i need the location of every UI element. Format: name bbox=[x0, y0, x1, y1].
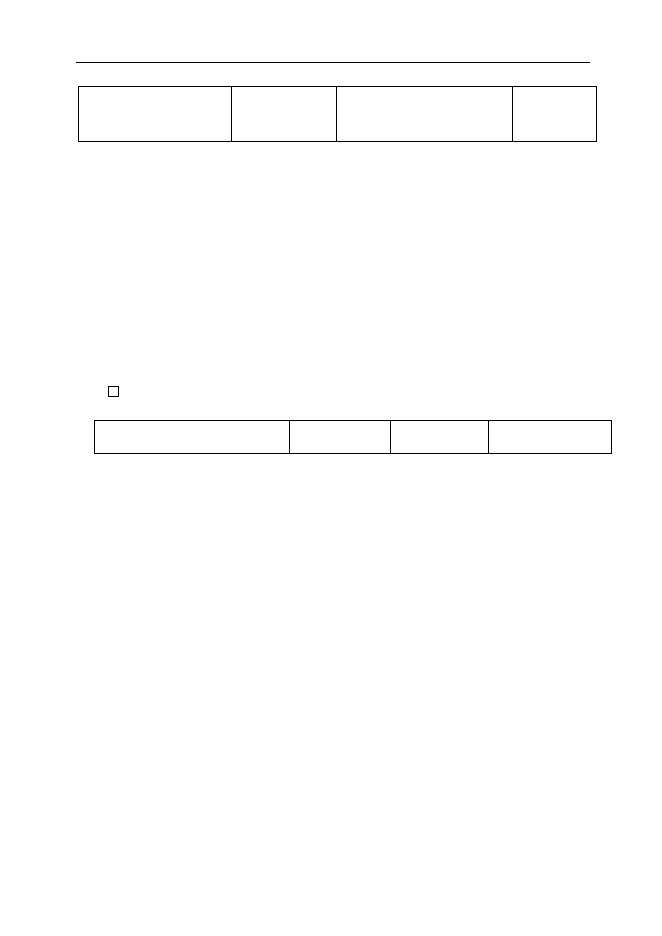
table-header-row bbox=[95, 421, 612, 454]
subheader-prior-year-end bbox=[337, 87, 513, 142]
financial-indicators-table bbox=[78, 86, 597, 142]
header-description bbox=[489, 421, 612, 454]
applicability-line bbox=[100, 386, 121, 399]
table-subheader-row bbox=[79, 87, 597, 142]
subheader-change-rate bbox=[513, 87, 597, 142]
subheader-current-period-end bbox=[232, 87, 337, 142]
header-item bbox=[95, 421, 290, 454]
empty-checkbox-icon bbox=[108, 386, 119, 397]
header-current-amount bbox=[290, 421, 391, 454]
non-recurring-items-table bbox=[94, 420, 612, 454]
header-ytd-amount bbox=[391, 421, 489, 454]
header-divider bbox=[76, 62, 590, 63]
